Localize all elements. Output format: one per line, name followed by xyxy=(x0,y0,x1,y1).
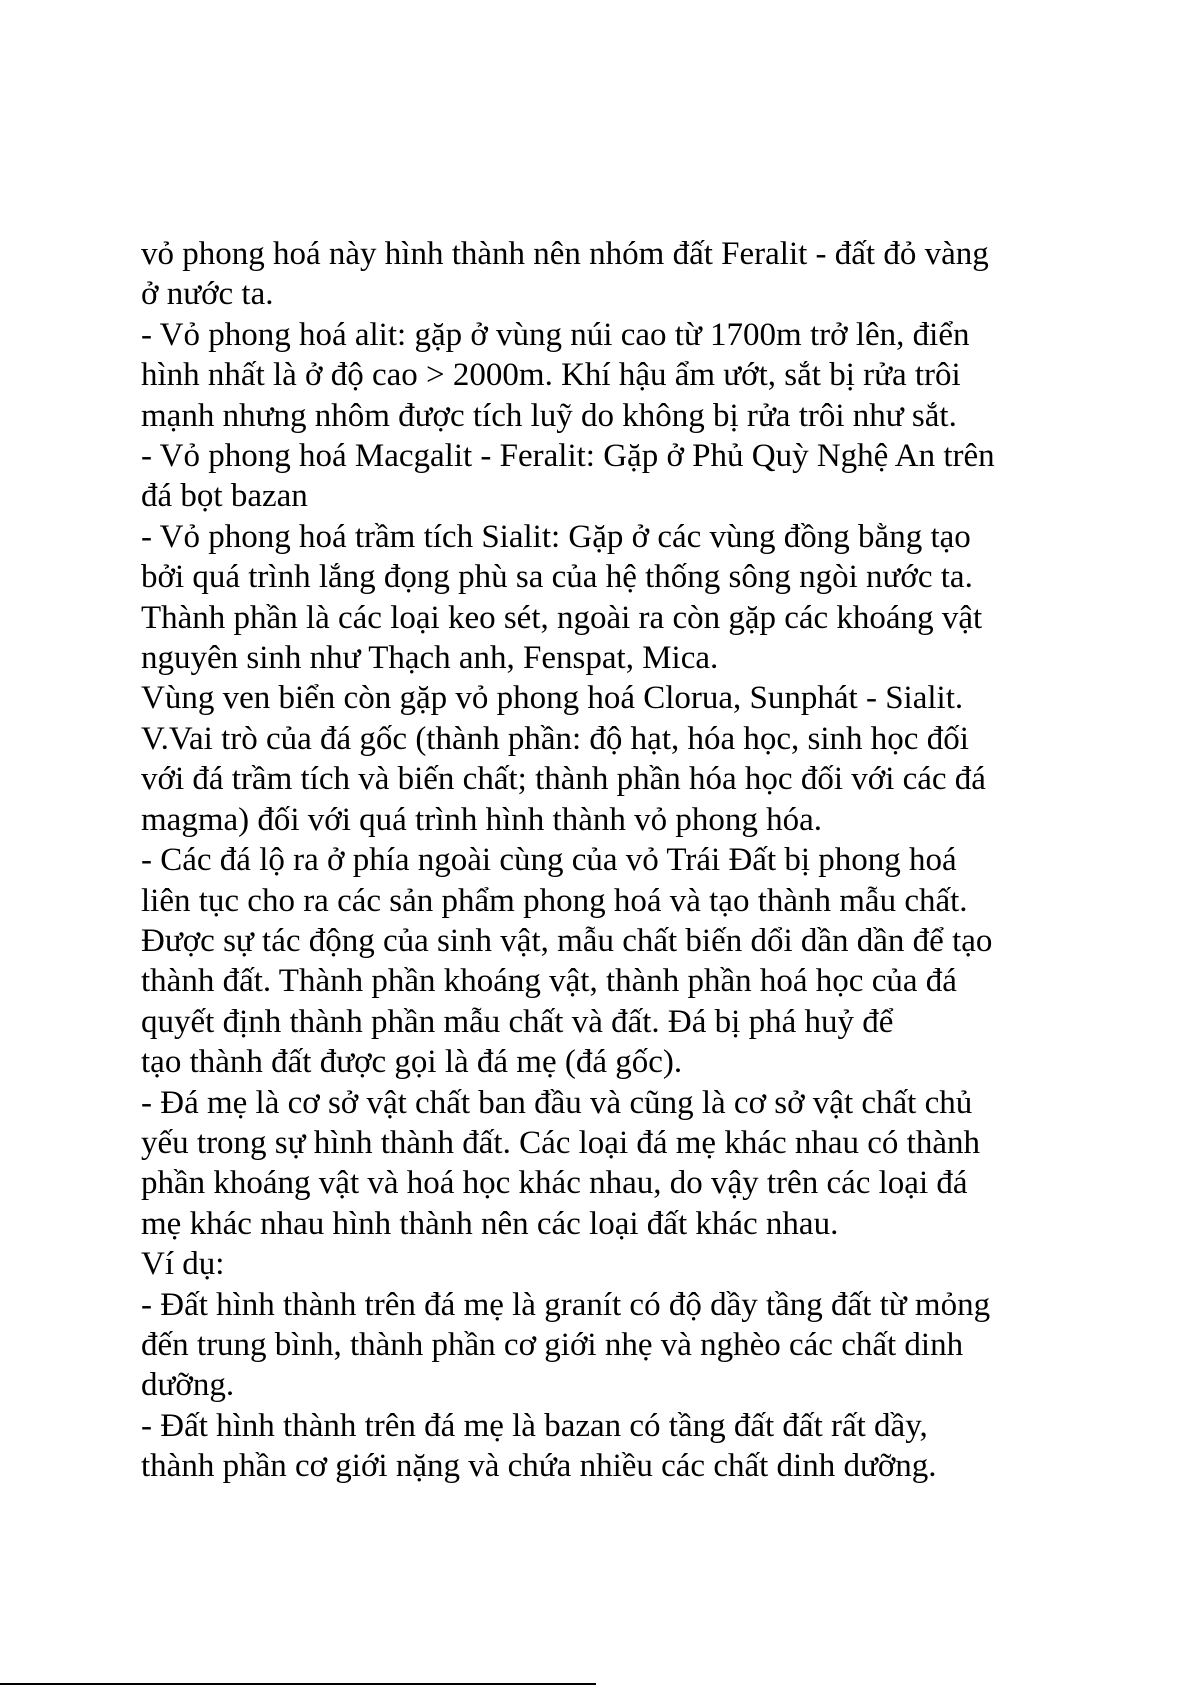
body-text xyxy=(141,234,1141,1487)
text-line: dưỡng. xyxy=(141,1367,235,1404)
text-line: - Vỏ phong hoá alit: gặp ở vùng núi cao từ 1700m trở lên, điển xyxy=(141,316,970,353)
text-line: - Vỏ phong hoá trầm tích Sialit: Gặp ở các vùng đồng bằng tạo xyxy=(141,518,971,555)
text-line: magma) đối với quá trình hình thành vỏ phong hóa. xyxy=(141,801,823,838)
text-line: đến trung bình, thành phần cơ giới nhẹ và nghèo các chất dinh xyxy=(141,1326,964,1363)
text-line: thành đất. Thành phần khoáng vật, thành phần hoá học của đá xyxy=(141,963,957,1000)
text-line: đá bọt bazan xyxy=(141,478,308,515)
text-line: vỏ phong hoá này hình thành nên nhóm đất Feralit - đất đỏ vàng xyxy=(141,236,989,272)
text-line: tạo thành đất được gọi là đá mẹ (đá gốc). xyxy=(141,1044,683,1081)
text-line: Vùng ven biển còn gặp vỏ phong hoá Clorua, Sunphát - Sialit. xyxy=(141,680,964,717)
text-line: ở nước ta. xyxy=(141,276,274,313)
text-line: - Đất hình thành trên đá mẹ là bazan có tầng đất đất rất dầy, xyxy=(141,1407,928,1444)
text-line: - Các đá lộ ra ở phía ngoài cùng của vỏ Trái Đất bị phong hoá xyxy=(141,842,957,879)
text-line: yếu trong sự hình thành đất. Các loại đá mẹ khác nhau có thành xyxy=(141,1124,980,1161)
text-line: mẹ khác nhau hình thành nên các loại đất khác nhau. xyxy=(141,1205,839,1242)
text-line: - Vỏ phong hoá Macgalit - Feralit: Gặp ở Phủ Quỳ Nghệ An trên xyxy=(141,438,995,475)
text-line: liên tục cho ra các sản phẩm phong hoá và tạo thành mẫu chất. xyxy=(141,882,968,919)
text-line: Được sự tác động của sinh vật, mẫu chất biến dổi dần dần để tạo xyxy=(141,922,993,959)
text-line: phần khoáng vật và hoá học khác nhau, do vậy trên các loại đá xyxy=(141,1165,968,1202)
text-line: Ví dụ: xyxy=(141,1246,225,1283)
text-line: thành phần cơ giới nặng và chứa nhiều các chất dinh dưỡng. xyxy=(141,1448,937,1485)
text-line: bởi quá trình lắng đọng phù sa của hệ thống sông ngòi nước ta. xyxy=(141,559,973,596)
text-line: quyết định thành phần mẫu chất và đất. Đá bị phá huỷ để xyxy=(141,1003,894,1040)
text-line: mạnh nhưng nhôm được tích luỹ do không bị rửa trôi như sắt. xyxy=(141,397,957,434)
text-line: - Đất hình thành trên đá mẹ là granít có độ dầy tầng đất từ mỏng xyxy=(141,1286,991,1323)
text-line: Thành phần là các loại keo sét, ngoài ra còn gặp các khoáng vật xyxy=(141,599,983,636)
text-line: - Đá mẹ là cơ sở vật chất ban đầu và cũng là cơ sở vật chất chủ xyxy=(141,1084,973,1121)
text-line: nguyên sinh như Thạch anh, Fenspat, Mica. xyxy=(141,640,719,677)
section-heading: V.Vai trò của đá gốc (thành phần: độ hạt, hóa học, sinh học đối xyxy=(141,720,969,757)
text-line: với đá trầm tích và biến chất; thành phần hóa học đối với các đá xyxy=(141,761,986,798)
text-line: hình nhất là ở độ cao > 2000m. Khí hậu ẩm ướt, sắt bị rửa trôi xyxy=(141,357,961,394)
